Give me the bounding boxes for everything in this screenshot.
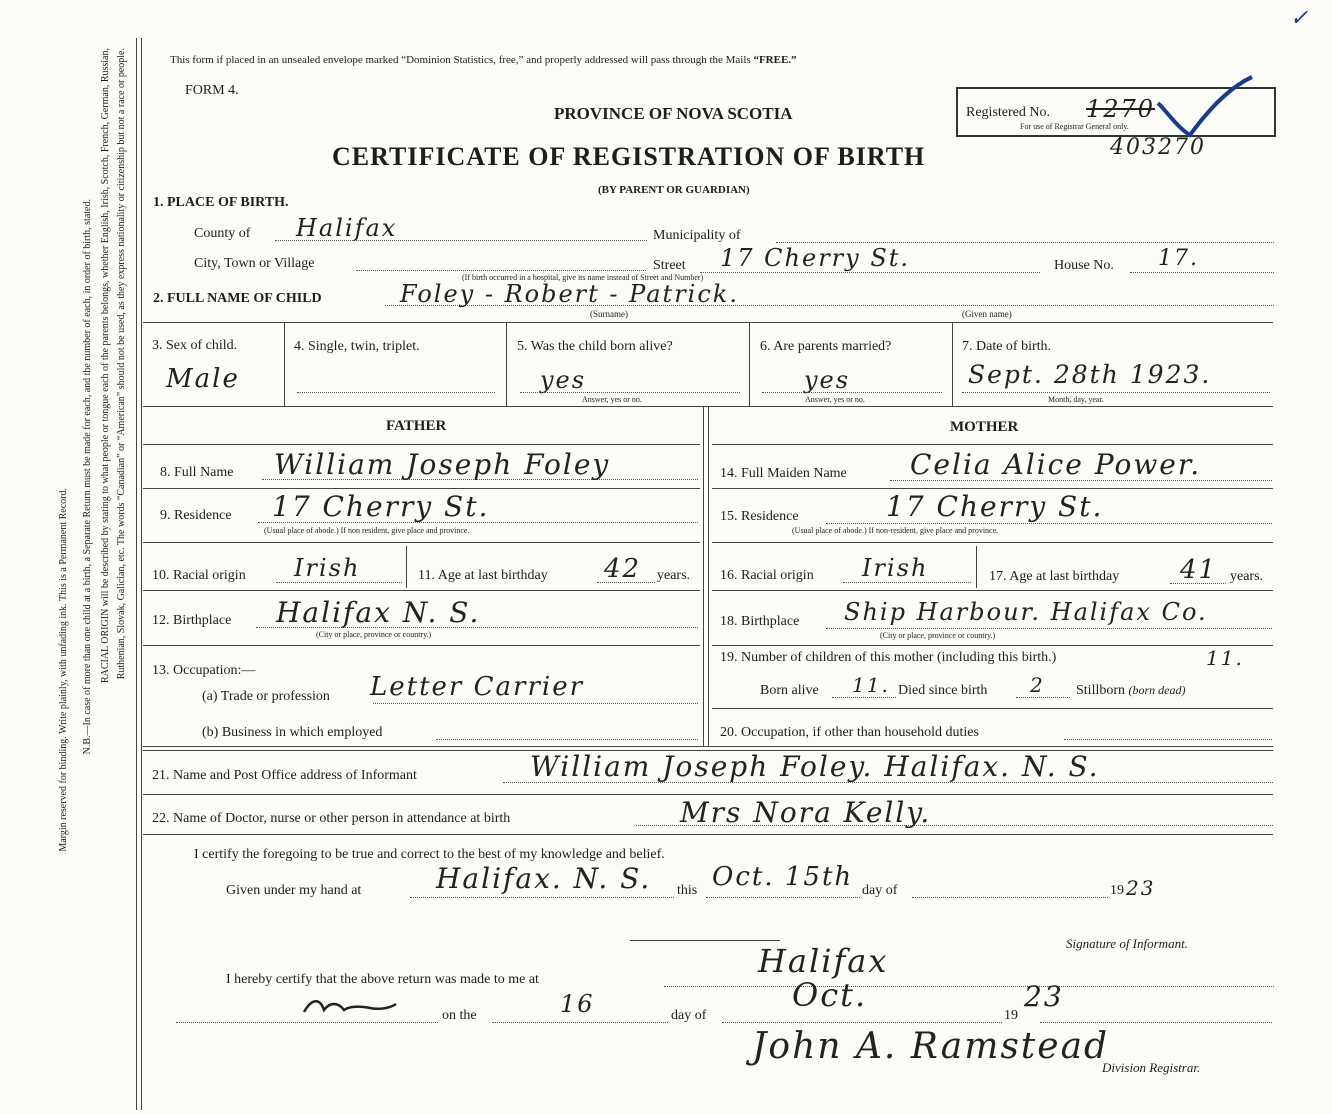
- sex-label: 3. Sex of child.: [152, 338, 238, 353]
- mother-occupation-line: [1064, 739, 1272, 740]
- father-race-label: 10. Racial origin: [152, 568, 246, 583]
- stillborn-label-text: Stillborn: [1076, 683, 1126, 698]
- doctor-value: Mrs Nora Kelly.: [680, 796, 932, 829]
- mother-birthplace-note: (City or place, province or country.): [880, 631, 996, 640]
- informant-value: William Joseph Foley. Halifax. N. S.: [530, 750, 1100, 783]
- mother-birthplace-label: 18. Birthplace: [720, 614, 800, 629]
- registrar-place-scrawl-icon: [300, 994, 400, 1020]
- mother-birthplace-line: [826, 628, 1272, 629]
- margin-note-4: Ruthenian, Slovak, Galician, etc. The words “Canadian” or “American” should not be used, as they express nationality or citizenship but not a race or people.: [116, 48, 127, 680]
- house-line: [1130, 272, 1274, 273]
- mother-residence-note: (Usual place of abode.) If non-resident, give place and province.: [792, 526, 999, 535]
- street-value: 17 Cherry St.: [720, 244, 911, 272]
- given-day-value: Oct. 15th: [712, 862, 854, 892]
- registrar-certify-text: I hereby certify that the above return was made to me at: [226, 972, 539, 987]
- mail-notice-text: This form if placed in an unsealed envelope marked “Dominion Statistics, free,” and properly addressed will pass through the Mails: [170, 54, 751, 66]
- sex-value: Male: [166, 364, 240, 394]
- mother-occupation-label: 20. Occupation, if other than household duties: [720, 725, 979, 740]
- died-since-birth-value: 2: [1030, 673, 1045, 697]
- mother-years: years.: [1230, 569, 1264, 584]
- registrar-day-line: [492, 1022, 668, 1023]
- stillborn-label: [1076, 683, 1186, 699]
- municipality-label: Municipality of: [653, 228, 741, 243]
- rule-col-7: [952, 322, 953, 406]
- given-month-line: [912, 897, 1108, 898]
- registrar-month-line: [722, 1022, 1002, 1023]
- mother-birthplace-value: Ship Harbour. Halifax Co.: [844, 598, 1208, 626]
- date-of-birth-value: Sept. 28th 1923.: [968, 360, 1212, 389]
- county-value: Halifax: [296, 214, 398, 242]
- rule-row-22-bottom: [143, 834, 1273, 835]
- rule-col-5: [506, 322, 507, 406]
- rule-father-11: [143, 590, 700, 591]
- informant-signature-label: Signature of Informant.: [1066, 936, 1188, 951]
- child-name-label: 2. FULL NAME OF CHILD: [153, 291, 322, 306]
- born-alive-count-line: [832, 697, 896, 698]
- mother-race-line: [843, 582, 971, 583]
- born-alive-count-value: 11.: [852, 673, 890, 697]
- given-at-label: Given under my hand at: [226, 883, 362, 898]
- informant-label: 21. Name and Post Office address of Informant: [152, 768, 417, 783]
- registrar-signature-value: John A. Ramstead: [752, 1026, 1110, 1067]
- given-at-line: [410, 897, 674, 898]
- surname-note: (Surname): [590, 309, 628, 319]
- died-since-birth-label: Died since birth: [898, 683, 988, 698]
- rule-father-10: [406, 546, 407, 588]
- registered-note: For use of Registrar General only.: [1020, 122, 1129, 131]
- rule-father-12: [143, 645, 700, 646]
- rule-col-4: [284, 322, 285, 406]
- registrar-place-line-1: [664, 986, 1274, 987]
- mother-residence-line: [826, 523, 1272, 524]
- rule-center-right: [708, 406, 709, 746]
- given-day-line: [706, 897, 860, 898]
- rule-center-left: [703, 406, 704, 746]
- father-years: years.: [657, 568, 691, 583]
- mail-notice: [170, 54, 797, 66]
- registrar-signature-label: Division Registrar.: [1102, 1060, 1201, 1075]
- father-name-label: 8. Full Name: [160, 465, 234, 480]
- born-alive-count-label: Born alive: [760, 683, 819, 698]
- city-line: [356, 270, 646, 271]
- registrar-on-the-label: on the: [442, 1008, 477, 1023]
- mother-residence-value: 17 Cherry St.: [886, 490, 1104, 523]
- street-label: Street: [653, 258, 686, 273]
- mother-race-label: 16. Racial origin: [720, 568, 814, 583]
- father-residence-value: 17 Cherry St.: [272, 490, 490, 523]
- date-of-birth-label: 7. Date of birth.: [962, 339, 1052, 354]
- born-alive-answer: yes: [540, 366, 587, 394]
- father-occupation-label: 13. Occupation:—: [152, 663, 256, 678]
- given-this-label: this: [677, 883, 698, 898]
- check-mark-icon: [1148, 73, 1258, 139]
- rule-father-8: [143, 488, 700, 489]
- multiple-birth-line: [297, 392, 495, 393]
- mother-residence-label: 15. Residence: [720, 509, 799, 524]
- city-label: City, Town or Village: [194, 256, 315, 271]
- father-birthplace-label: 12. Birthplace: [152, 613, 232, 628]
- house-label: House No.: [1054, 258, 1114, 273]
- registrar-year-prefix: 19: [1004, 1008, 1018, 1023]
- born-alive-note: Answer, yes or no.: [582, 395, 642, 404]
- mother-heading: MOTHER: [950, 419, 1019, 435]
- registrar-day-of-label: day of: [671, 1008, 707, 1023]
- parents-married-note: Answer, yes or no.: [805, 395, 865, 404]
- registrar-month-value: Oct.: [792, 976, 868, 1014]
- rule-mother-16: [976, 546, 977, 588]
- rule-father-9: [143, 542, 700, 543]
- died-since-birth-line: [1016, 697, 1070, 698]
- date-of-birth-note: Month, day, year.: [1048, 395, 1104, 404]
- father-name-value: William Joseph Foley: [274, 448, 611, 481]
- margin-note-1: Margin reserved for binding. Write plainly, with unfading ink. This is a Permanent Record.: [58, 488, 69, 852]
- registrar-place-line-2: [176, 1022, 438, 1023]
- father-residence-note: (Usual place of abode.) If non resident, give place and province.: [264, 526, 470, 535]
- mother-age-label: 17. Age at last birthday: [989, 569, 1120, 584]
- rule-father-top: [143, 444, 700, 445]
- street-line: [700, 272, 1040, 273]
- given-day-of-label: day of: [862, 883, 898, 898]
- registrar-place-value: Halifax: [758, 942, 889, 980]
- date-of-birth-line: [962, 392, 1270, 393]
- registered-value: 1270: [1086, 95, 1156, 123]
- rule-col-6: [749, 322, 750, 406]
- given-name-note: (Given name): [962, 309, 1012, 319]
- rule-row-3: [143, 322, 1273, 323]
- corner-check-mark: ✓: [1290, 6, 1309, 31]
- rule-mother-15: [712, 542, 1273, 543]
- parents-married-question: 6. Are parents married?: [760, 339, 892, 354]
- margin-note-3: RACIAL ORIGIN will be described by stating to what people or tongue each of the parents belongs, whether English, Irish, Scotch, French, German, Russian,: [100, 48, 111, 684]
- father-residence-label: 9. Residence: [160, 508, 232, 523]
- rule-mother-top: [712, 444, 1273, 445]
- given-at-value: Halifax. N. S.: [436, 862, 652, 895]
- father-age-value: 42: [604, 554, 642, 584]
- father-birthplace-value: Halifax N. S.: [276, 596, 481, 629]
- parents-married-line: [762, 392, 942, 393]
- mother-race-value: Irish: [862, 554, 929, 582]
- rule-row-21-top: [143, 746, 1273, 747]
- father-business-label: (b) Business in which employed: [202, 725, 383, 740]
- province-heading: PROVINCE OF NOVA SCOTIA: [554, 104, 793, 123]
- margin-rule-inner: [141, 38, 142, 1110]
- certify-text: I certify the foregoing to be true and correct to the best of my knowledge and belief.: [194, 847, 665, 862]
- father-heading: FATHER: [386, 418, 447, 434]
- mail-notice-free: “FREE.”: [753, 54, 797, 66]
- father-trade-line: [373, 703, 698, 704]
- page-title: CERTIFICATE OF REGISTRATION OF BIRTH: [332, 142, 926, 171]
- registrar-day-value: 16: [560, 990, 595, 1018]
- registrar-year-line: [1040, 1022, 1272, 1023]
- registered-extra-number: 403270: [1110, 135, 1206, 160]
- house-value: 17.: [1158, 246, 1199, 271]
- multiple-birth-label: 4. Single, twin, triplet.: [294, 339, 420, 354]
- father-birthplace-note: (City or place, province or country.): [316, 630, 432, 639]
- mother-name-label: 14. Full Maiden Name: [720, 466, 847, 481]
- informant-signature-line: [630, 940, 780, 941]
- father-trade-label: (a) Trade or profession: [202, 689, 330, 704]
- rule-row-22: [143, 794, 1273, 795]
- registrar-year-value: 23: [1024, 980, 1064, 1013]
- mother-age-value: 41: [1180, 555, 1218, 585]
- father-business-line: [436, 739, 698, 740]
- child-name-value: Foley - Robert - Patrick.: [400, 280, 739, 308]
- rule-mother-17: [712, 590, 1273, 591]
- given-year-prefix: 19: [1110, 883, 1124, 898]
- father-trade-value: Letter Carrier: [370, 672, 585, 702]
- form-number: FORM 4.: [185, 83, 239, 98]
- place-of-birth-heading: 1. PLACE OF BIRTH.: [153, 195, 289, 210]
- born-alive-line: [520, 392, 740, 393]
- born-alive-question: 5. Was the child born alive?: [517, 339, 673, 354]
- page-subtitle: (BY PARENT OR GUARDIAN): [598, 184, 750, 196]
- father-race-value: Irish: [294, 554, 361, 582]
- margin-note-2: N.B.—In case of more than one child at a birth, a Separate Return must be made for each, and the number of each, in order of birth, stated.: [82, 199, 93, 755]
- stillborn-note: (born dead): [1128, 683, 1186, 697]
- rule-mother-14: [712, 488, 1273, 489]
- rule-mother-19: [712, 708, 1273, 709]
- father-race-line: [276, 582, 402, 583]
- margin-rule: [136, 38, 137, 1110]
- mother-children-label: 19. Number of children of this mother (including this birth.): [720, 650, 1057, 665]
- registered-label: Registered No.: [966, 105, 1050, 120]
- registered-number-box: [956, 87, 1276, 137]
- county-label: County of: [194, 226, 251, 241]
- hospital-note: (If birth occurred in a hospital, give its name instead of Street and Number): [462, 273, 704, 282]
- municipality-line: [776, 242, 1274, 243]
- mother-children-value: 11.: [1206, 646, 1244, 670]
- father-age-label: 11. Age at last birthday: [418, 568, 548, 583]
- parents-married-answer: yes: [804, 366, 851, 394]
- doctor-label: 22. Name of Doctor, nurse or other person in attendance at birth: [152, 811, 511, 826]
- rule-mother-18: [712, 645, 1273, 646]
- mother-name-value: Celia Alice Power.: [910, 448, 1202, 481]
- given-year-value: 23: [1126, 876, 1156, 900]
